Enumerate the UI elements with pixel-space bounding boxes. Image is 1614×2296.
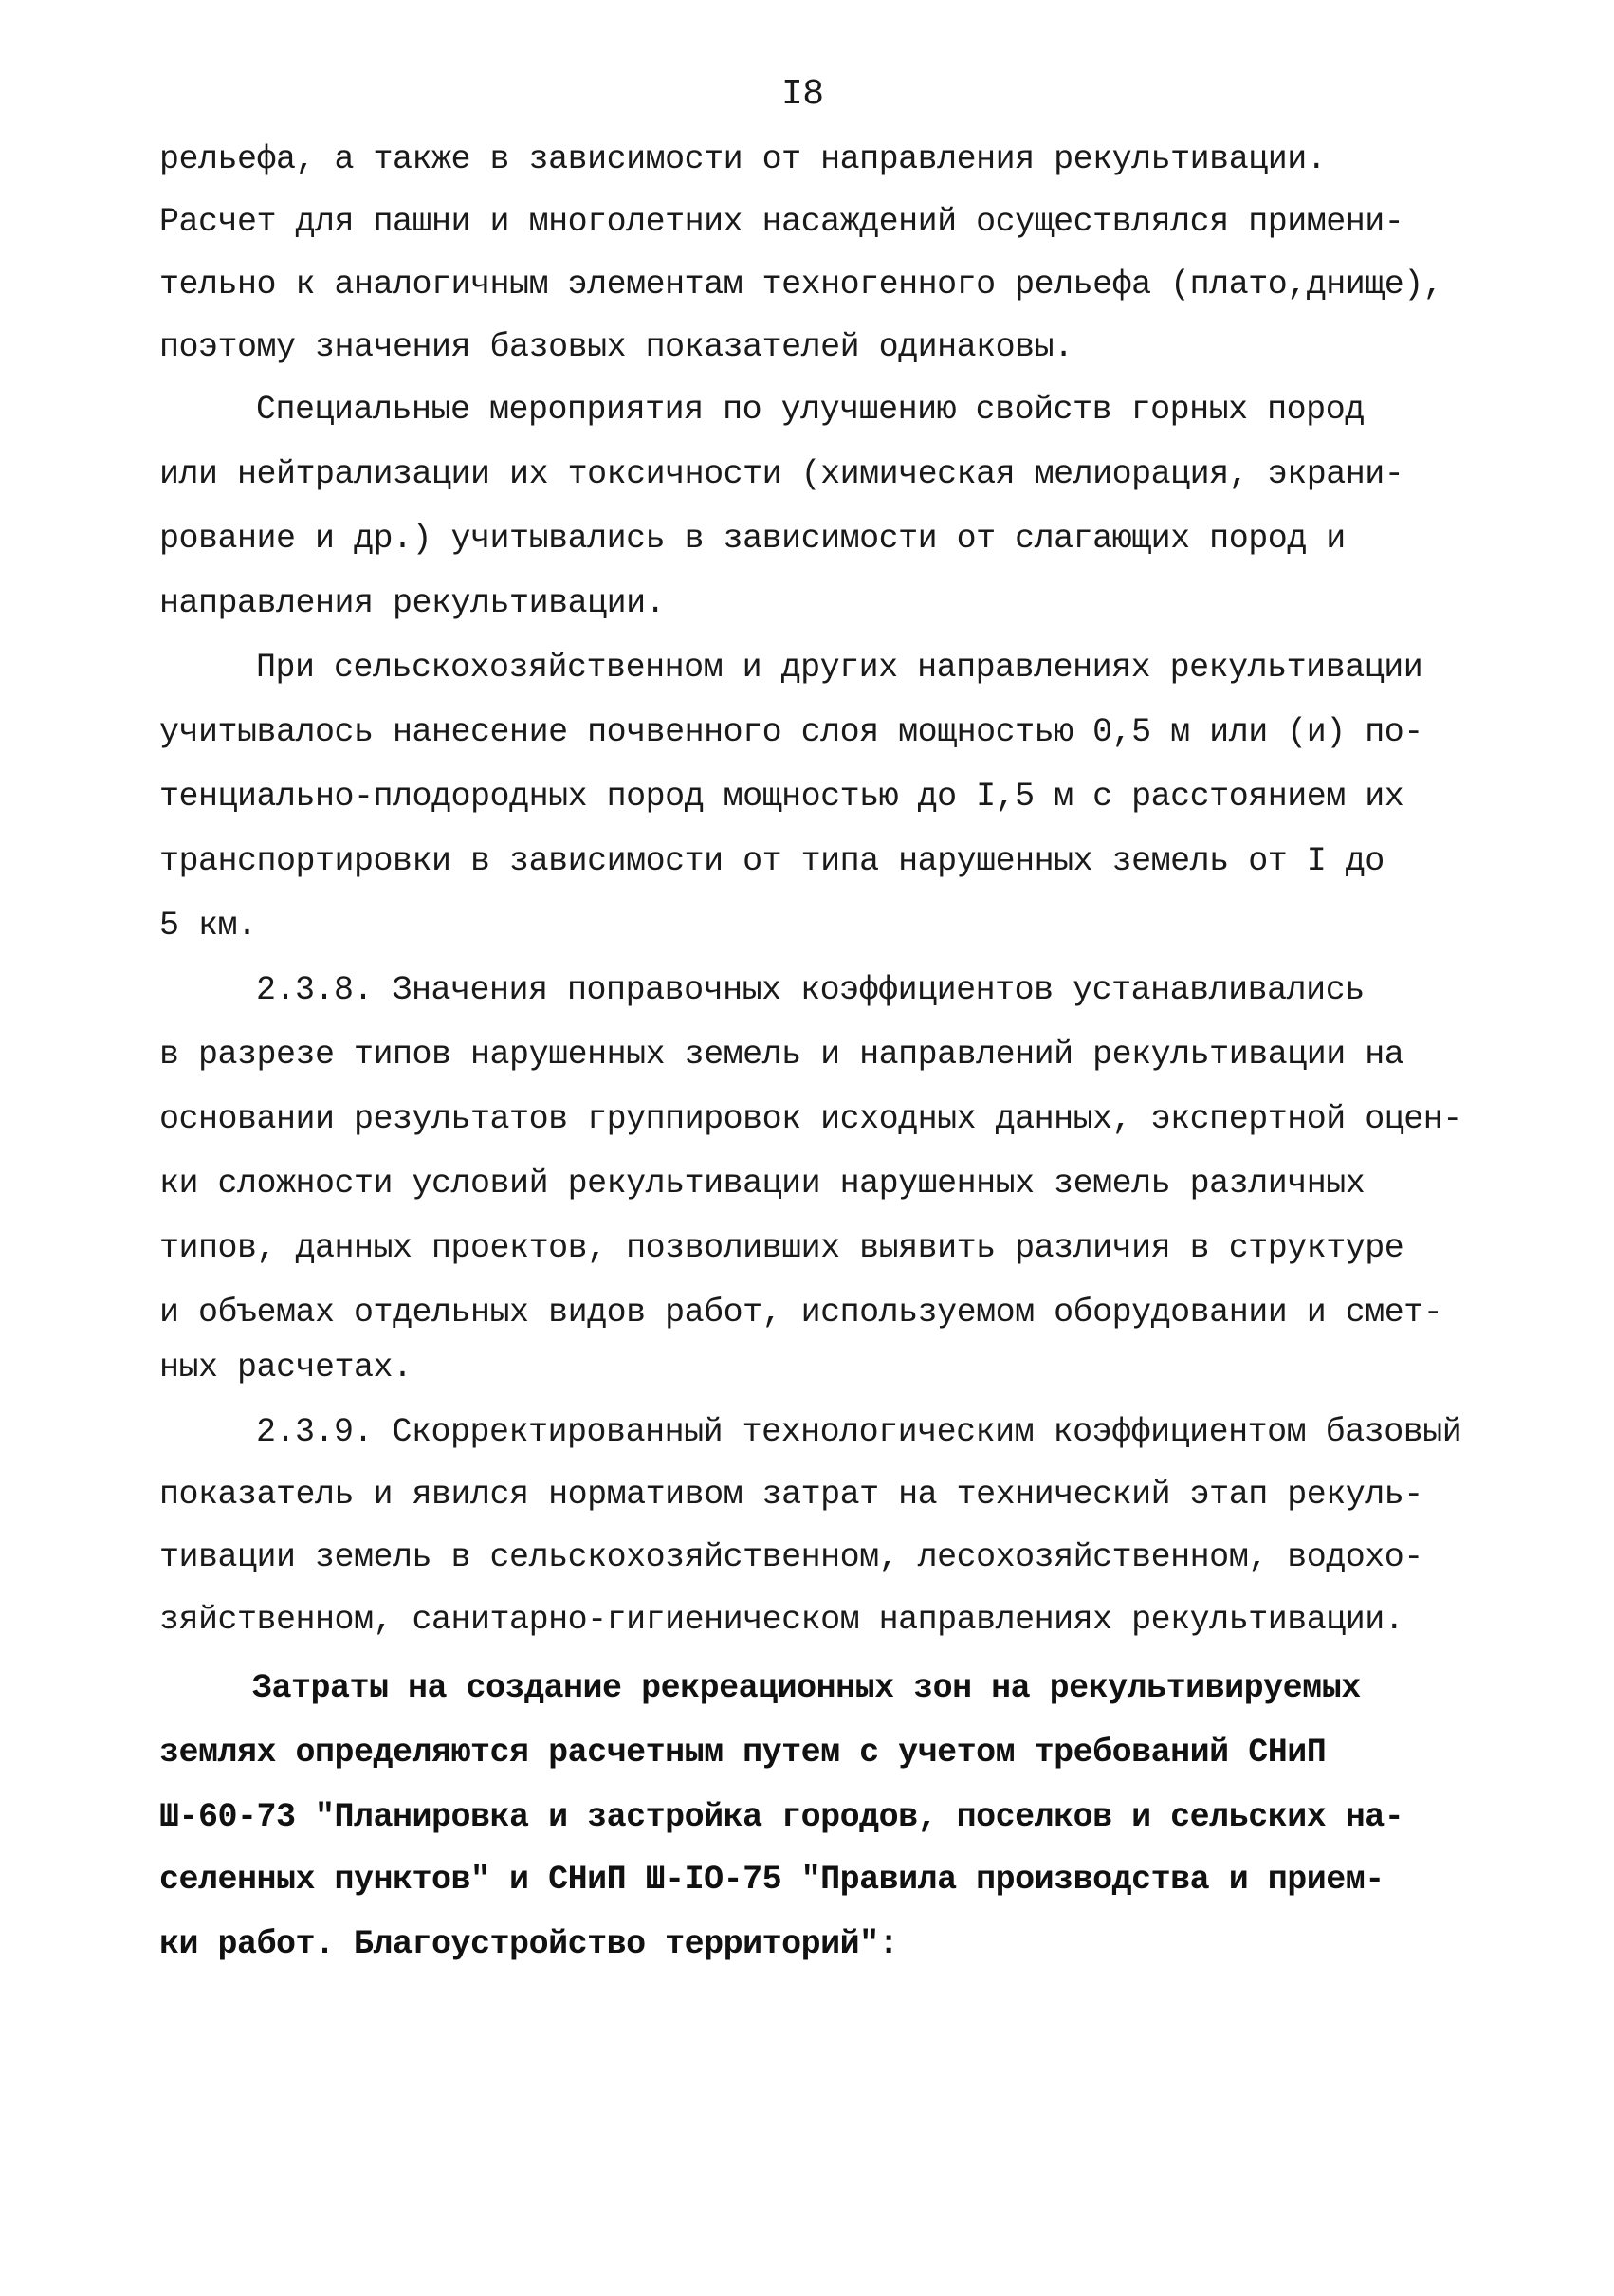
text-line: землях определяются расчетным путем с учетом требований СНиП: [159, 1734, 1327, 1772]
text-line: 5 км.: [159, 907, 257, 945]
text-line: рельефа, а также в зависимости от направления рекультивации.: [159, 140, 1327, 178]
text-line: 2.3.8. Значения поправочных коэффициентов устанавливались: [256, 971, 1365, 1009]
text-line: типов, данных проектов, позволивших выявить различия в структуре: [159, 1229, 1404, 1267]
text-line: зяйственном, санитарно-гигиеническом направлениях рекультивации.: [159, 1601, 1404, 1639]
text-line: направления рекультивации.: [159, 584, 666, 622]
text-line: селенных пунктов" и СНиП Ш-IO-75 "Правила производства и прием-: [159, 1861, 1385, 1899]
text-line: основании результатов группировок исходных данных, экспертной оцен-: [159, 1100, 1462, 1138]
page-number: I8: [781, 74, 824, 115]
text-line: тенциально-плодородных пород мощностью до I,5 м с расстоянием их: [159, 778, 1404, 816]
text-line: ки сложности условий рекультивации нарушенных земель различных: [159, 1165, 1366, 1203]
text-line: ки работ. Благоустройство территорий":: [159, 1925, 899, 1963]
text-line: или нейтрализации их токсичности (химическая мелиорация, экрани-: [159, 455, 1404, 493]
text-line: Расчет для пашни и многолетних насаждений осуществлялся примени-: [159, 203, 1404, 241]
text-line: и объемах отдельных видов работ, используемом оборудовании и смет-: [159, 1294, 1443, 1332]
text-line: рование и др.) учитывались в зависимости от слагающих пород и: [159, 520, 1346, 558]
text-line: учитывалось нанесение почвенного слоя мощностью 0,5 м или (и) по-: [159, 713, 1423, 751]
text-line: поэтому значения базовых показателей одинаковы.: [159, 328, 1073, 366]
text-line: При сельскохозяйственном и других направлениях рекультивации: [256, 649, 1423, 687]
text-line: Затраты на создание рекреационных зон на рекультивируемых: [252, 1669, 1361, 1707]
text-line: тельно к аналогичным элементам техногенного рельефа (плато,днище),: [159, 266, 1443, 303]
text-line: транспортировки в зависимости от типа нарушенных земель от I до: [159, 842, 1385, 880]
text-line: Специальные мероприятия по улучшению свойств горных пород: [256, 391, 1365, 429]
text-line: ных расчетах.: [159, 1349, 413, 1387]
text-line: показатель и явился нормативом затрат на технический этап рекуль-: [159, 1476, 1423, 1514]
text-line: 2.3.9. Скорректированный технологическим коэффициентом базовый: [256, 1413, 1462, 1451]
text-line: Ш-60-73 "Планировка и застройка городов, поселков и сельских на-: [159, 1798, 1404, 1836]
text-line: в разрезе типов нарушенных земель и направлений рекультивации на: [159, 1036, 1404, 1074]
text-line: тивации земель в сельскохозяйственном, лесохозяйственном, водохо-: [159, 1538, 1423, 1576]
